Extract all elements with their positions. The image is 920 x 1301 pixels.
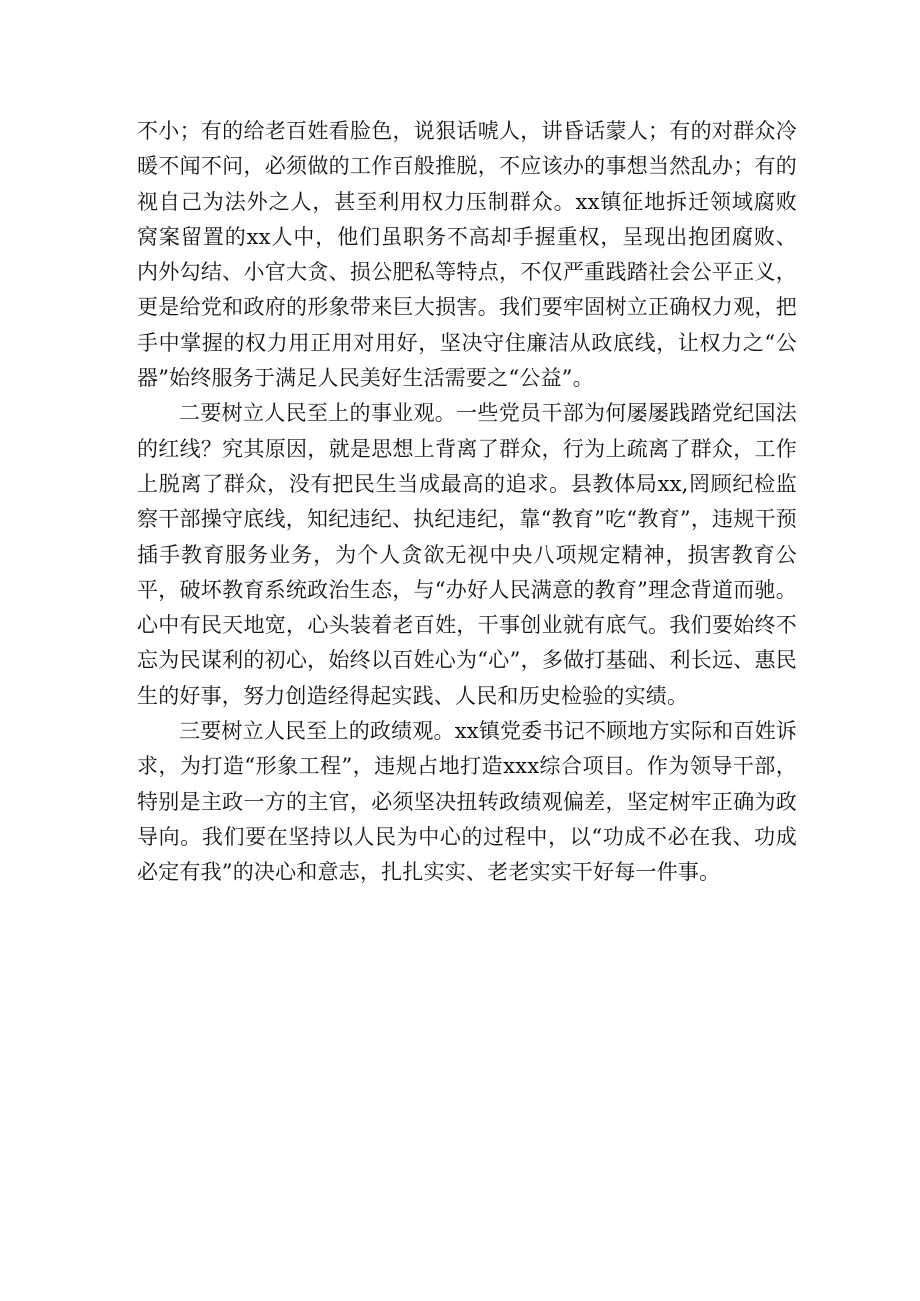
paragraph-performance-view: 三要树立人民至上的政绩观。xx镇党委书记不顾地方实际和百姓诉求，为打造“形象工程”，违规占地打造xxx综合项目。作为领导干部，特别是主政一方的主官，必须坚决扭转政绩观偏差，坚定树牢正确为政导向。我们要在坚持以人民为中心的过程中，以“功成不必在我、功成必定有我”的决心和意志，扎扎实实、老老实实干好每一件事。 — [137, 719, 797, 885]
paragraph-career-view: 二要树立人民至上的事业观。一些党员干部为何屡屡践踏党纪国法的红线？究其原因，就是思想上背离了群众，行为上疏离了群众，工作上脱离了群众，没有把民生当成最高的追求。县教体局xx,罔顾纪检监察干部操守底线，知纪违纪、执纪违纪，靠“教育”吃“教育”，违规干预插手教育服务业务，为个人贪欲无视中央八项规定精神，损害教育公平，破坏教育系统政治生态，与“办好人民满意的教育”理念背道而驰。心中有民天地宽，心头装着老百姓，干事创业就有底气。我们要始终不忘为民谋利的初心，始终以百姓心为“心”，多做打基础、利长远、惠民生的好事，努力创造经得起实践、人民和历史检验的实绩。 — [137, 401, 797, 708]
document-body — [137, 114, 797, 891]
paragraph-continuation: 不小；有的给老百姓看脸色，说狠话唬人，讲昏话蒙人；有的对群众冷暖不闻不问，必须做的工作百般推脱，不应该办的事想当然乱办；有的视自己为法外之人，甚至利用权力压制群众。xx镇征地拆迁领域腐败窝案留置的xx人中，他们虽职务不高却手握重权，呈现出抱团腐败、内外勾结、小官大贪、损公肥私等特点，不仅严重践踏社会公平正义，更是给党和政府的形象带来巨大损害。我们要牢固树立正确权力观，把手中掌握的权力用正用对用好，坚决守住廉洁从政底线，让权力之“公器”始终服务于满足人民美好生活需要之“公益”。 — [137, 119, 797, 391]
